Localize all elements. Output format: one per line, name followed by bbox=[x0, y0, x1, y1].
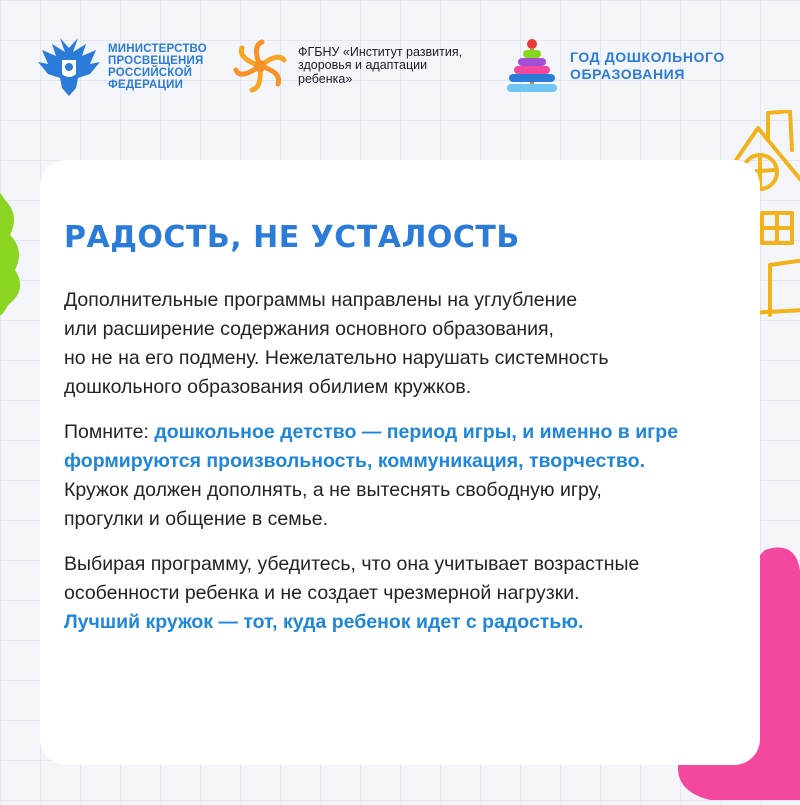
text-line: дошкольного образования обилием кружков. bbox=[64, 376, 472, 398]
text-line: Выбирая программу, убедитесь, что она учитывает возрастные bbox=[64, 553, 640, 575]
institute-line: здоровья и адаптации bbox=[298, 58, 428, 73]
ministry-line: РОССИЙСКОЙ bbox=[108, 67, 193, 79]
year-logo bbox=[506, 38, 725, 94]
ministry-logo bbox=[38, 38, 207, 96]
card-title: РАДОСТЬ, НЕ УСТАЛОСТЬ bbox=[64, 220, 520, 255]
institute-line: ребенка» bbox=[298, 71, 353, 86]
highlight-text: Лучший кружок — тот, куда ребенок идет с радостью. bbox=[64, 611, 584, 633]
year-line: ОБРАЗОВАНИЯ bbox=[570, 66, 686, 82]
text-line: Дополнительные программы направлены на углубление bbox=[64, 289, 578, 311]
eagle-emblem-icon bbox=[38, 38, 100, 96]
text-line: но не на его подмену. Нежелательно нарушать системность bbox=[64, 347, 609, 369]
content-card bbox=[40, 160, 760, 765]
highlight-text: дошкольное детство — период игры, и именно в игре bbox=[154, 421, 679, 443]
text-line: прогулки и общение в семье. bbox=[64, 508, 329, 530]
institute-flower-icon bbox=[232, 38, 288, 94]
text-line bbox=[64, 418, 754, 447]
paragraph-choose bbox=[64, 550, 754, 637]
toy-pyramid-icon bbox=[506, 38, 558, 94]
paragraph-intro bbox=[64, 286, 754, 402]
highlight-text: формируются произвольность, коммуникация, творчество. bbox=[64, 450, 645, 472]
paragraph-remember bbox=[64, 418, 754, 534]
institute-logo bbox=[232, 38, 462, 94]
text-line: Кружок должен дополнять, а не вытеснять свободную игру, bbox=[64, 479, 602, 501]
ministry-name bbox=[108, 43, 207, 91]
year-title bbox=[570, 49, 725, 83]
remember-prefix: Помните: bbox=[64, 421, 155, 443]
header bbox=[0, 0, 800, 130]
ministry-line: ФЕДЕРАЦИИ bbox=[108, 79, 184, 91]
institute-name bbox=[298, 46, 462, 87]
ministry-line: ПРОСВЕЩЕНИЯ bbox=[108, 55, 204, 67]
ministry-line: МИНИСТЕРСТВО bbox=[108, 43, 207, 55]
year-line: ГОД ДОШКОЛЬНОГО bbox=[570, 49, 725, 65]
text-line: особенности ребенка и не создает чрезмерной нагрузки. bbox=[64, 582, 580, 604]
text-line: или расширение содержания основного образования, bbox=[64, 318, 554, 340]
institute-line: ФГБНУ «Институт развития, bbox=[298, 44, 463, 59]
